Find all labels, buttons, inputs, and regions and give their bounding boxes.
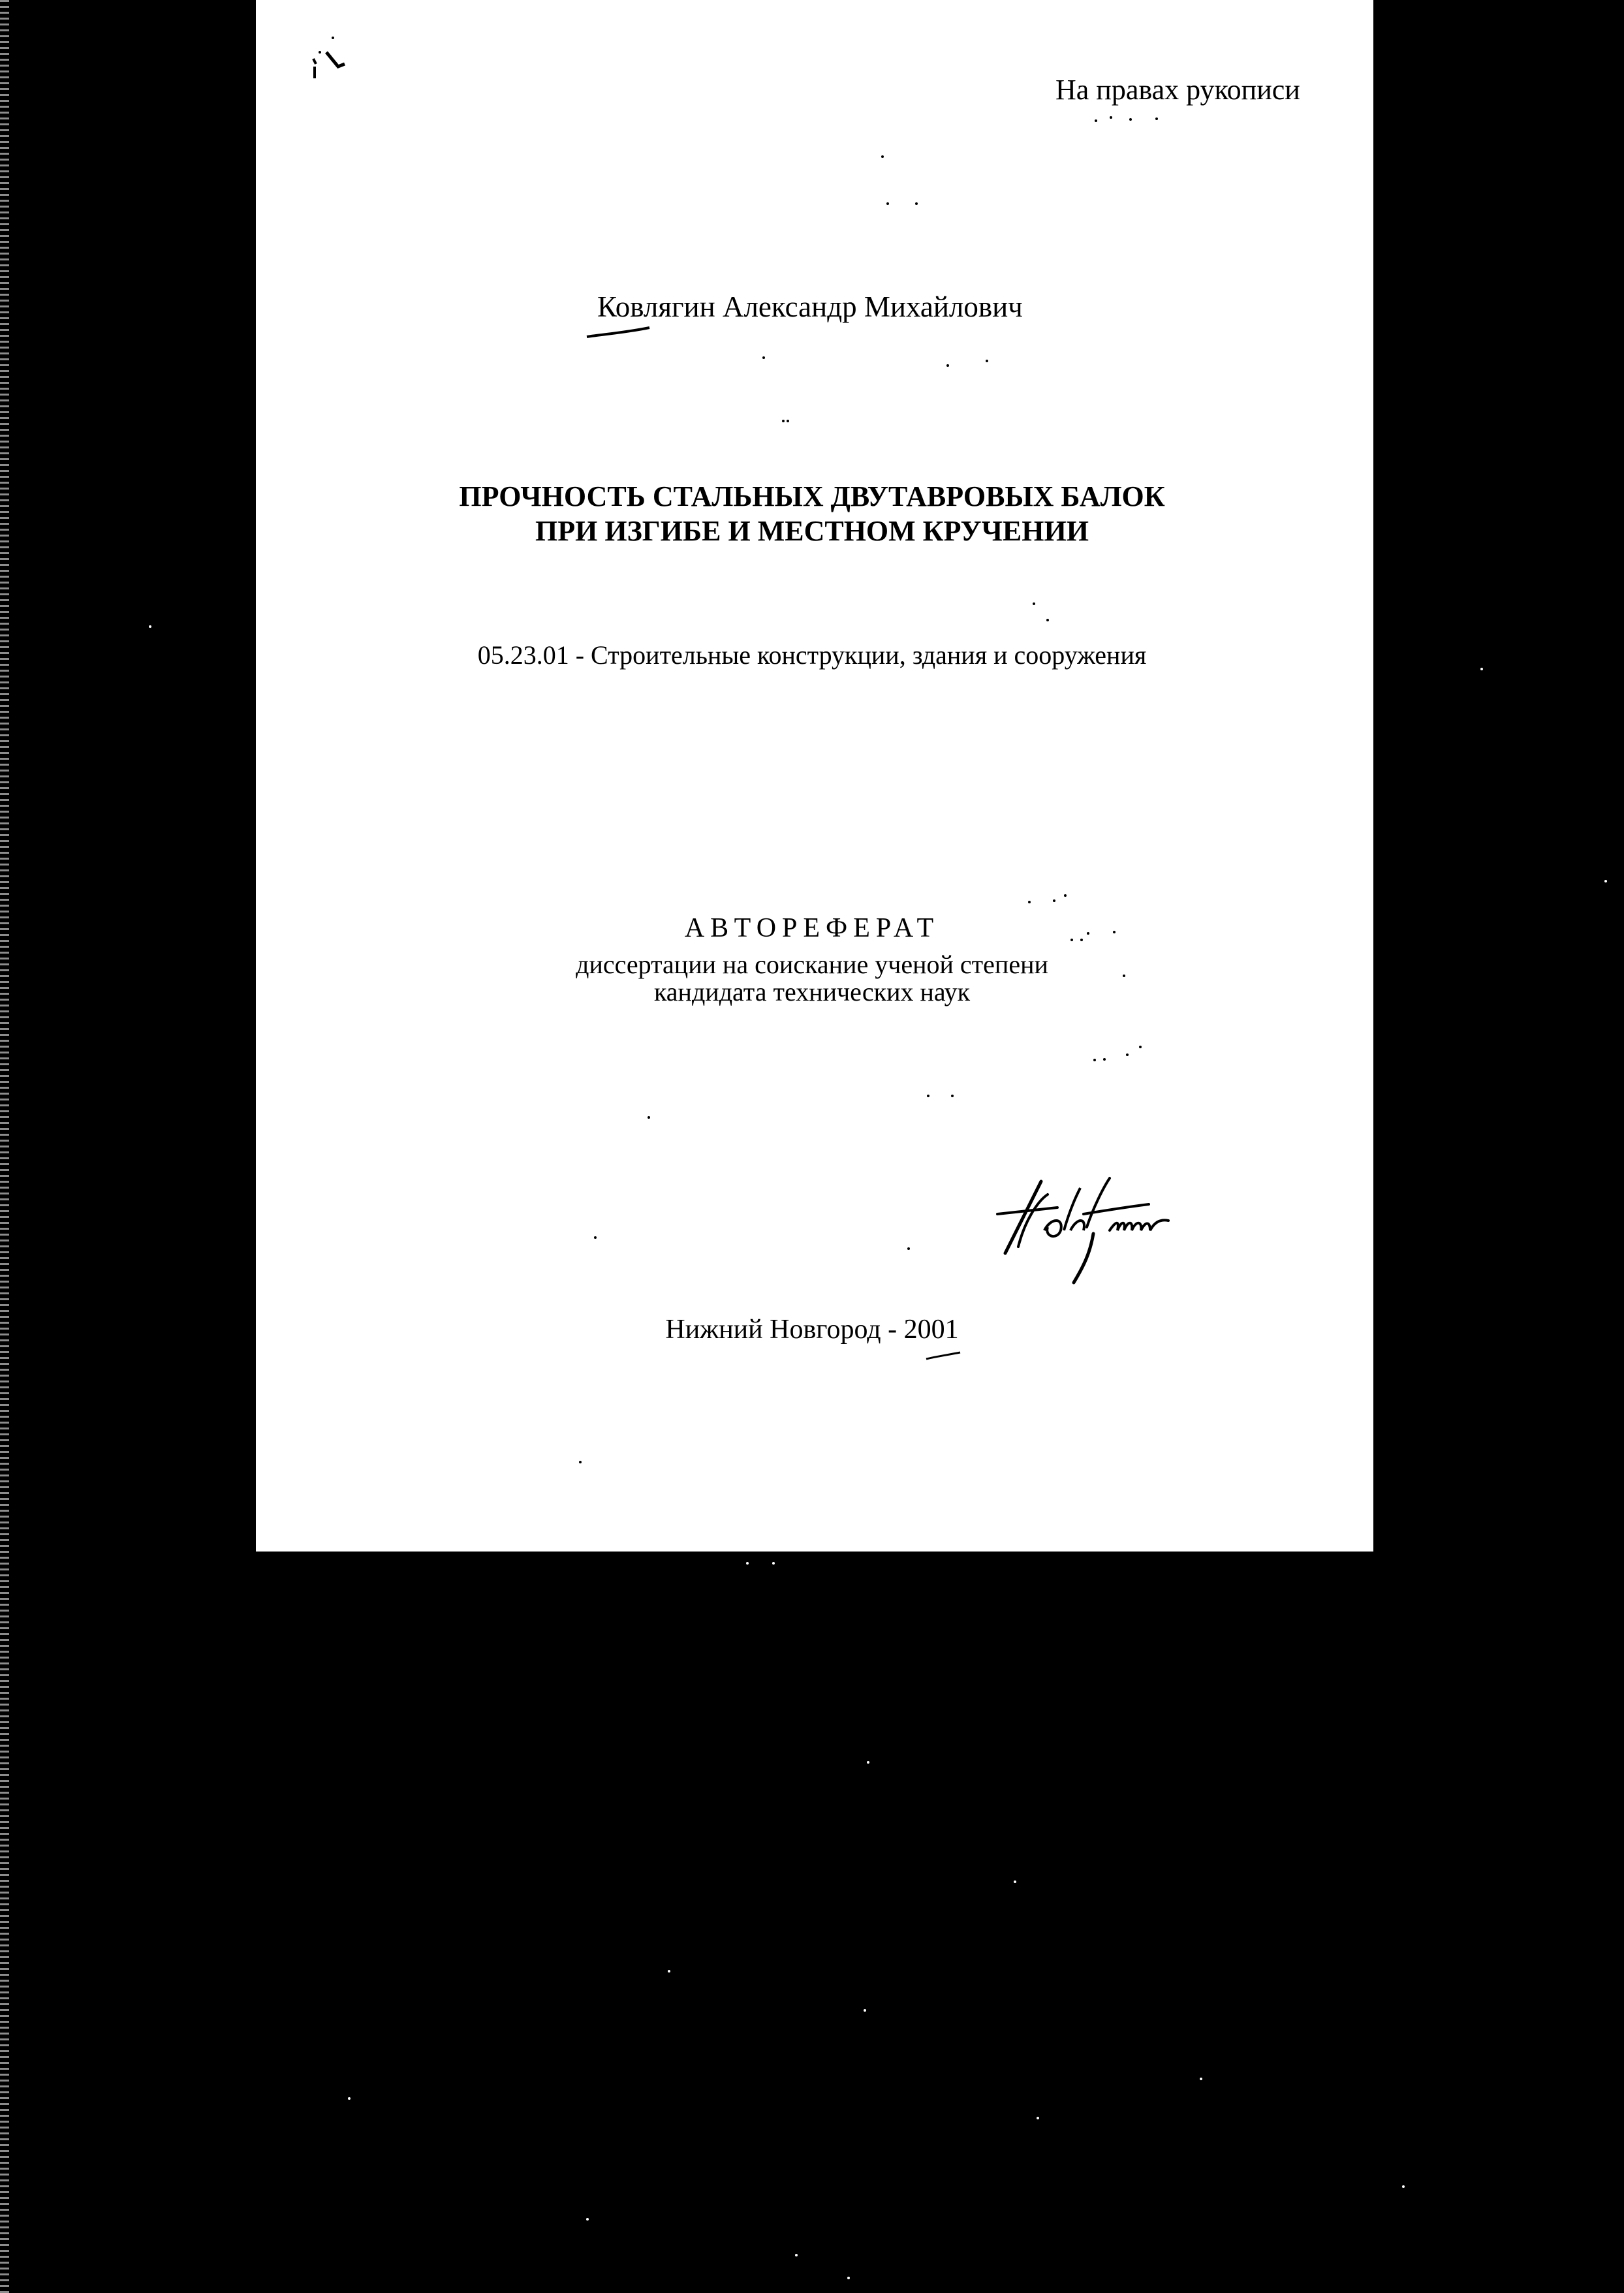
specialty-code: 05.23.01 - Строительные конструкции, здания и сооружения xyxy=(477,640,1147,670)
place-and-year: Нижний Новгород - 2001 xyxy=(665,1315,959,1345)
abstract-heading: АВТОРЕФЕРАТ xyxy=(684,913,940,943)
author-name: Ковлягин Александр Михайлович xyxy=(597,290,1023,323)
dissertation-title-line-2: ПРИ ИЗГИБЕ И МЕСТНОМ КРУЧЕНИИ xyxy=(535,515,1089,547)
dissertation-title-line-1: ПРОЧНОСТЬ СТАЛЬНЫХ ДВУТАВРОВЫХ БАЛОК xyxy=(459,480,1165,512)
abstract-purpose: диссертации на соискание ученой степени xyxy=(576,950,1048,979)
rights-note: На правах рукописи xyxy=(1055,74,1300,106)
abstract-degree: кандидата технических наук xyxy=(653,977,971,1006)
